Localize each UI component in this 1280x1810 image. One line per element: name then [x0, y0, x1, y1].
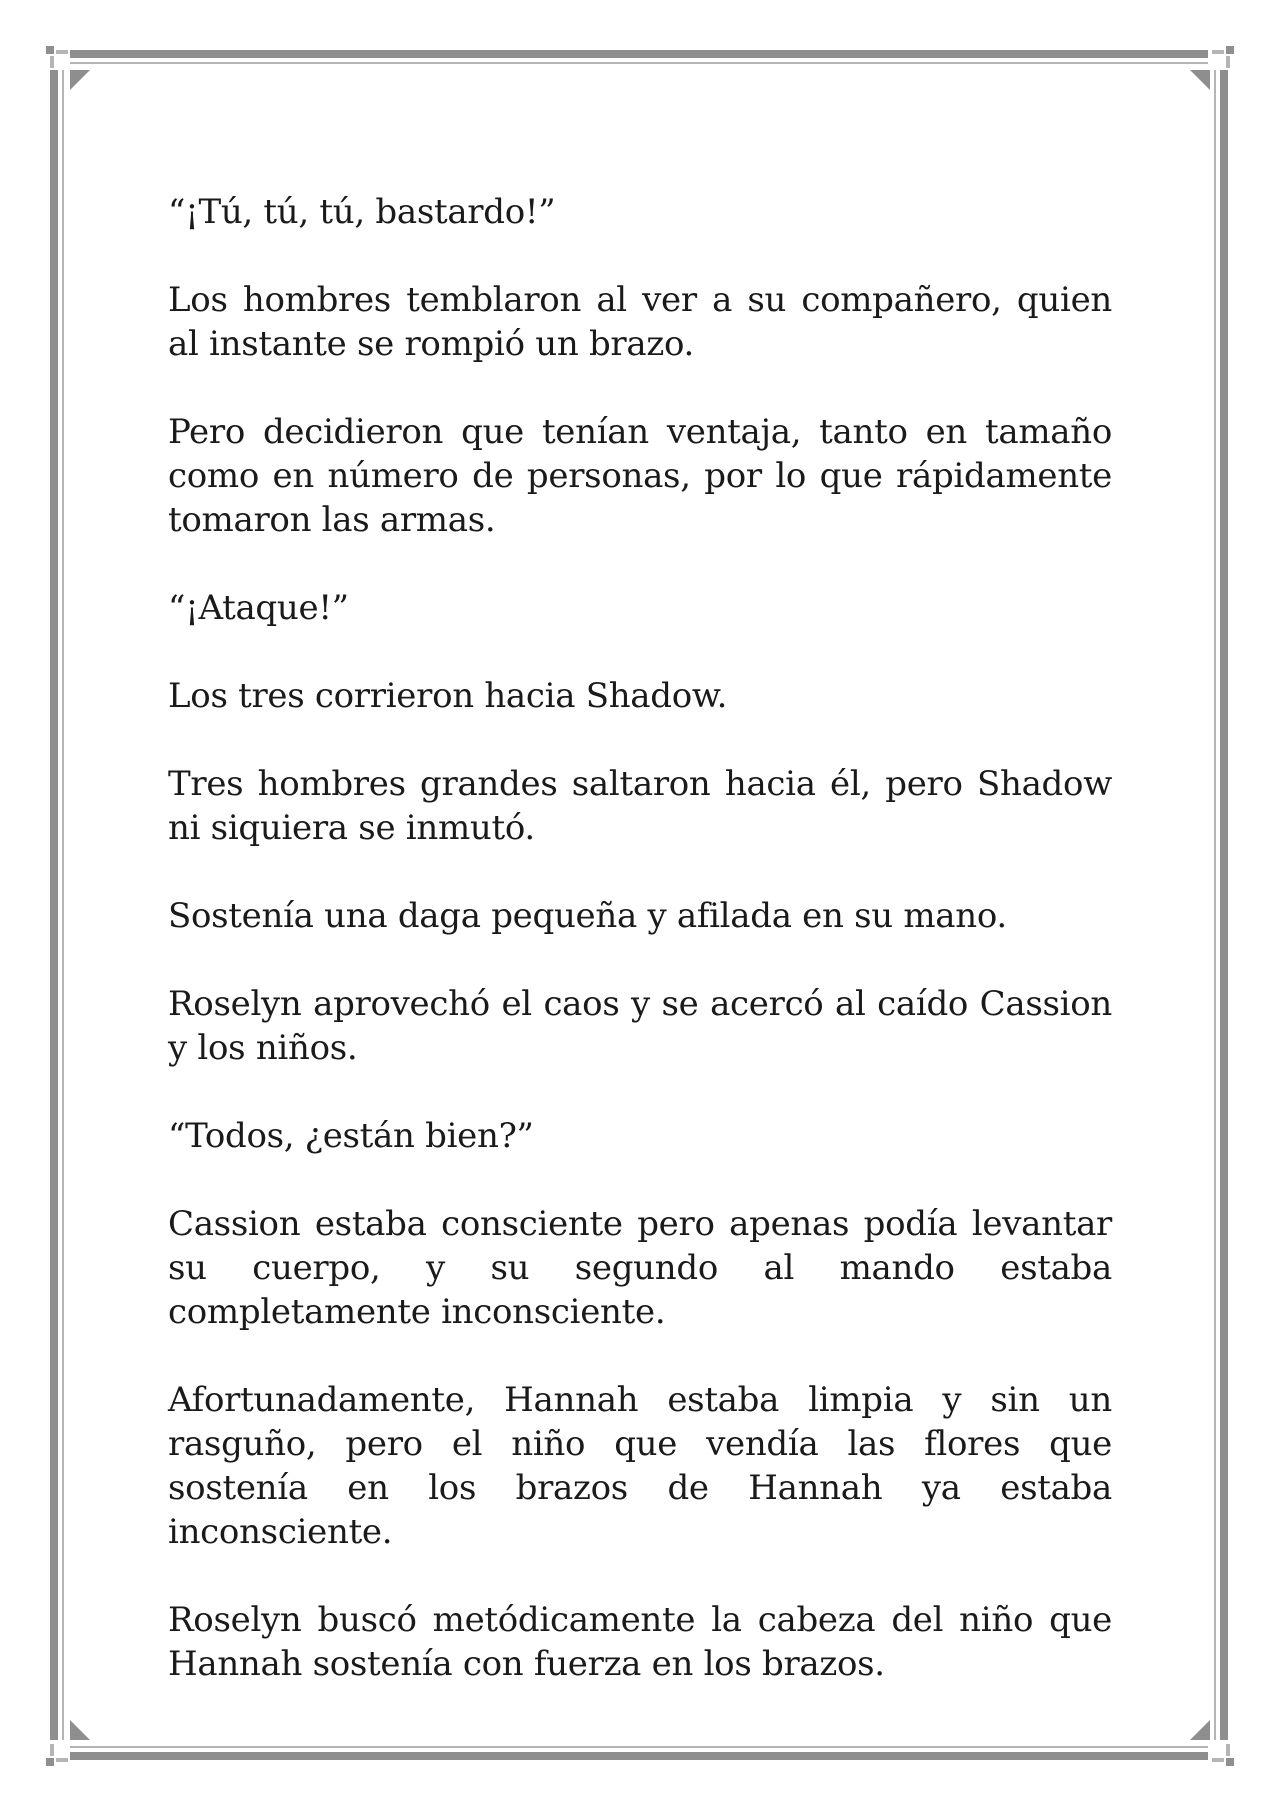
frame-bottom-inner-line	[70, 1746, 1208, 1748]
corner-ornament-top-right	[1212, 46, 1234, 68]
frame-left-border	[50, 70, 58, 1740]
corner-triangle-top-left	[70, 70, 90, 90]
paragraph: Sostenía una daga pequeña y afilada en su mano.	[168, 896, 1007, 936]
paragraph: “Todos, ¿están bien?”	[168, 1116, 534, 1156]
paragraph: Afortunadamente, Hannah estaba limpia y sin un rasguño, pero el niño que vendía las flores que sostenía en los brazos de Hannah ya estaba inconsciente.	[168, 1380, 1112, 1552]
page-body-text	[168, 190, 1112, 1730]
frame-bottom-border	[70, 1752, 1208, 1760]
paragraph: Los tres corrieron hacia Shadow.	[168, 676, 728, 716]
paragraph: Roselyn aprovechó el caos y se acercó al caído Cassion y los niños.	[168, 984, 1112, 1068]
paragraph: Roselyn buscó metódicamente la cabeza del niño que Hannah sostenía con fuerza en los brazos.	[168, 1600, 1112, 1684]
corner-triangle-bottom-right	[1190, 1720, 1210, 1740]
paragraph: Pero decidieron que tenían ventaja, tanto en tamaño como en número de personas, por lo que rápidamente tomaron las armas.	[168, 412, 1112, 540]
frame-left-inner-line	[62, 70, 64, 1740]
corner-ornament-bottom-right	[1212, 1744, 1234, 1766]
paragraph: Cassion estaba consciente pero apenas podía levantar su cuerpo, y su segundo al mando estaba completamente inconsciente.	[168, 1204, 1112, 1332]
paragraph: Los hombres temblaron al ver a su compañero, quien al instante se rompió un brazo.	[168, 280, 1112, 364]
paragraph: “¡Tú, tú, tú, bastardo!”	[168, 192, 556, 232]
corner-ornament-bottom-left	[46, 1744, 68, 1766]
corner-triangle-top-right	[1190, 70, 1210, 90]
frame-right-inner-line	[1214, 70, 1216, 1740]
paragraph: “¡Ataque!”	[168, 588, 349, 628]
corner-triangle-bottom-left	[70, 1720, 90, 1740]
frame-right-border	[1220, 70, 1228, 1740]
frame-top-inner-line	[70, 62, 1208, 64]
paragraph: Tres hombres grandes saltaron hacia él, pero Shadow ni siquiera se inmutó.	[168, 764, 1112, 848]
frame-top-border	[70, 50, 1208, 58]
corner-ornament-top-left	[46, 46, 68, 68]
